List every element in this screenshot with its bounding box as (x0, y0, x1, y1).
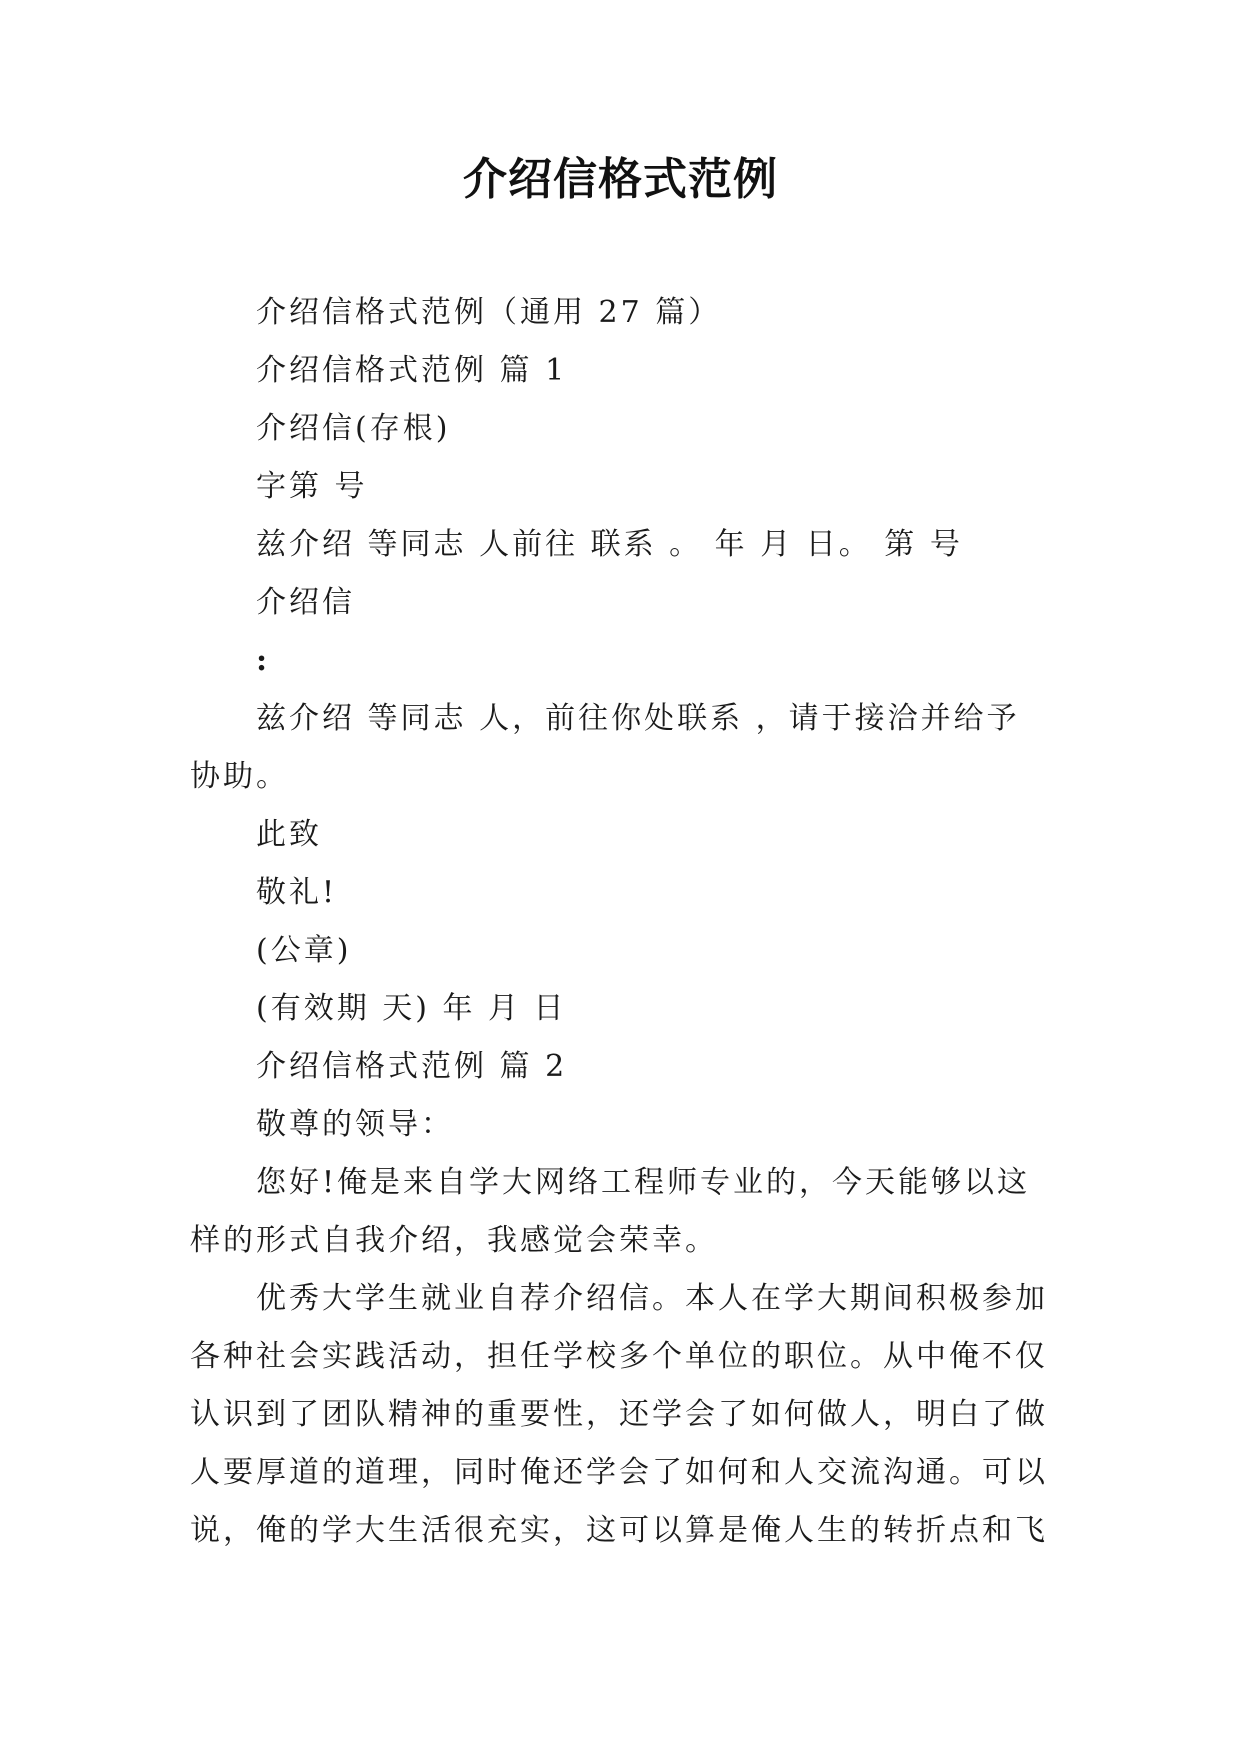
paragraph (190, 690, 1056, 806)
document-title: 介绍信格式范例 (463, 154, 778, 205)
text-line: (公章) (256, 933, 352, 968)
text-line: 敬礼! (256, 875, 338, 910)
paragraph-line: 兹介绍 等同志 人，前往你处联系 ，请于接洽并给予 (256, 701, 1020, 736)
paragraph-line: 样的形式自我介绍，我感觉会荣幸。 (190, 1223, 718, 1258)
document-body (190, 284, 1056, 1560)
text-line: 字第 号 (256, 469, 368, 504)
paragraph (190, 1270, 1056, 1560)
text-line: : (256, 643, 271, 678)
text-line: 兹介绍 等同志 人前往 联系 。 年 月 日。 第 号 (256, 527, 963, 562)
paragraph-line: 优秀大学生就业自荐介绍信。本人在学大期间积极参加 (256, 1281, 1048, 1316)
text-line: 介绍信 (256, 585, 355, 620)
text-line: 敬尊的领导： (256, 1107, 454, 1142)
paragraph-line: 认识到了团队精神的重要性，还学会了如何做人，明白了做 (190, 1397, 1048, 1432)
paragraph-line: 各种社会实践活动，担任学校多个单位的职位。从中俺不仅 (190, 1339, 1048, 1374)
text-line: (有效期 天) 年 月 日 (256, 991, 567, 1026)
text-line: 此致 (256, 817, 322, 852)
text-line: 介绍信(存根) (256, 411, 451, 446)
paragraph-line: 人要厚道的道理，同时俺还学会了如何和人交流沟通。可以 (190, 1455, 1048, 1490)
paragraph (190, 1154, 1056, 1270)
paragraph-line: 您好!俺是来自学大网络工程师专业的，今天能够以这 (256, 1165, 1031, 1200)
section-heading: 介绍信格式范例 篇 1 (256, 353, 568, 388)
paragraph-line: 协助。 (190, 759, 289, 794)
paragraph-line: 说，俺的学大生活很充实，这可以算是俺人生的转折点和飞 (190, 1513, 1048, 1548)
text-line: 介绍信格式范例（通用 27 篇） (256, 295, 722, 330)
section-heading: 介绍信格式范例 篇 2 (256, 1049, 568, 1084)
